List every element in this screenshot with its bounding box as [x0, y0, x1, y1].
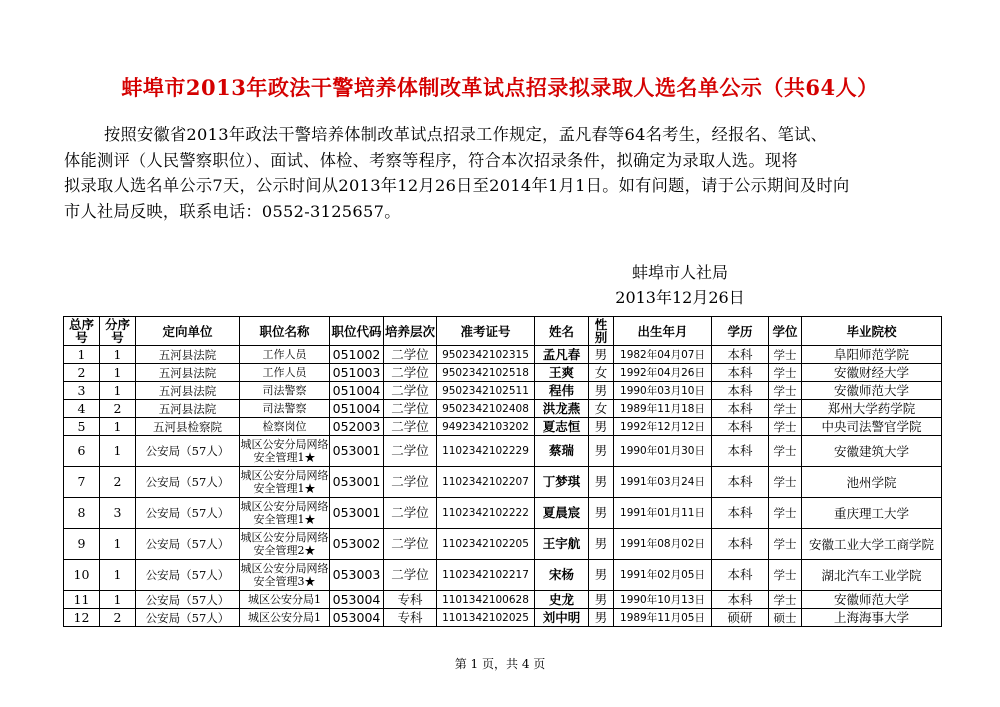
table-row	[64, 382, 942, 400]
column-header: 学历	[712, 317, 769, 346]
cell-school: 安徽工业大学工商学院	[802, 529, 942, 560]
cell-unit: 公安局（57人）	[136, 609, 240, 627]
cell-ticket: 1102342102207	[437, 467, 535, 498]
cell-degree: 学士	[769, 346, 802, 364]
page-footer: 第 1 页，共 4 页	[454, 657, 546, 671]
cell-name: 孟凡春	[535, 346, 589, 364]
cell-code: 051003	[330, 364, 384, 382]
column-header: 定向单位	[136, 317, 240, 346]
cell-sub: 2	[100, 467, 136, 498]
cell-level: 二学位	[384, 418, 437, 436]
page-title: 蚌埠市2013年政法干警培养体制改革试点招录拟录取人选名单公示（共64人）	[121, 75, 879, 100]
cell-unit: 五河县检察院	[136, 418, 240, 436]
cell-edu: 本科	[712, 400, 769, 418]
cell-name: 夏志恒	[535, 418, 589, 436]
cell-sex: 男	[589, 467, 614, 498]
cell-birth: 1991年01月11日	[614, 498, 712, 529]
cell-unit: 公安局（57人）	[136, 498, 240, 529]
cell-ticket: 1101342100628	[437, 591, 535, 609]
table-row	[64, 529, 942, 560]
cell-ticket: 1102342102222	[437, 498, 535, 529]
cell-unit: 五河县法院	[136, 382, 240, 400]
cell-sex: 男	[589, 529, 614, 560]
cell-sex: 女	[589, 364, 614, 382]
cell-birth: 1991年08月02日	[614, 529, 712, 560]
cell-position: 检察岗位	[240, 418, 330, 436]
cell-school: 上海海事大学	[802, 609, 942, 627]
cell-sub: 2	[100, 400, 136, 418]
cell-sex: 男	[589, 498, 614, 529]
cell-name: 史龙	[535, 591, 589, 609]
cell-unit: 公安局（57人）	[136, 467, 240, 498]
cell-name: 刘中明	[535, 609, 589, 627]
cell-no: 6	[64, 436, 100, 467]
cell-position: 城区公安分局网络安全管理3★	[240, 560, 330, 591]
cell-position: 城区公安分局1	[240, 609, 330, 627]
cell-level: 二学位	[384, 382, 437, 400]
cell-edu: 本科	[712, 436, 769, 467]
cell-position: 工作人员	[240, 346, 330, 364]
cell-edu: 本科	[712, 364, 769, 382]
cell-no: 12	[64, 609, 100, 627]
cell-birth: 1992年12月12日	[614, 418, 712, 436]
cell-name: 宋杨	[535, 560, 589, 591]
cell-edu: 本科	[712, 560, 769, 591]
cell-code: 052003	[330, 418, 384, 436]
cell-edu: 硕研	[712, 609, 769, 627]
cell-code: 053001	[330, 467, 384, 498]
cell-degree: 学士	[769, 436, 802, 467]
cell-birth: 1982年04月07日	[614, 346, 712, 364]
cell-edu: 本科	[712, 346, 769, 364]
cell-edu: 本科	[712, 467, 769, 498]
cell-unit: 公安局（57人）	[136, 560, 240, 591]
cell-school: 安徽师范大学	[802, 591, 942, 609]
cell-sex: 男	[589, 560, 614, 591]
cell-sub: 1	[100, 560, 136, 591]
cell-school: 郑州大学药学院	[802, 400, 942, 418]
table-row	[64, 436, 942, 467]
cell-unit: 五河县法院	[136, 346, 240, 364]
table-row	[64, 609, 942, 627]
cell-school: 安徽建筑大学	[802, 436, 942, 467]
signature-date: 2013年12月26日	[615, 288, 745, 307]
cell-level: 二学位	[384, 560, 437, 591]
cell-edu: 本科	[712, 418, 769, 436]
cell-sub: 1	[100, 364, 136, 382]
cell-position: 工作人员	[240, 364, 330, 382]
cell-name: 洪龙燕	[535, 400, 589, 418]
cell-school: 安徽师范大学	[802, 382, 942, 400]
cell-birth: 1989年11月05日	[614, 609, 712, 627]
cell-sex: 男	[589, 382, 614, 400]
cell-school: 重庆理工大学	[802, 498, 942, 529]
cell-position: 城区公安分局网络安全管理1★	[240, 498, 330, 529]
cell-ticket: 9492342103202	[437, 418, 535, 436]
column-header: 学位	[769, 317, 802, 346]
cell-sex: 男	[589, 591, 614, 609]
cell-ticket: 1101342102025	[437, 609, 535, 627]
cell-level: 二学位	[384, 498, 437, 529]
cell-degree: 学士	[769, 382, 802, 400]
cell-unit: 公安局（57人）	[136, 529, 240, 560]
cell-sub: 1	[100, 418, 136, 436]
cell-position: 城区公安分局网络安全管理1★	[240, 436, 330, 467]
column-header: 分序号	[100, 317, 136, 346]
cell-birth: 1989年11月18日	[614, 400, 712, 418]
cell-sex: 男	[589, 436, 614, 467]
cell-no: 1	[64, 346, 100, 364]
cell-no: 11	[64, 591, 100, 609]
cell-school: 湖北汽车工业学院	[802, 560, 942, 591]
cell-no: 7	[64, 467, 100, 498]
column-header: 毕业院校	[802, 317, 942, 346]
cell-school: 安徽财经大学	[802, 364, 942, 382]
cell-position: 司法警察	[240, 382, 330, 400]
cell-sub: 1	[100, 529, 136, 560]
cell-code: 053001	[330, 498, 384, 529]
cell-unit: 五河县法院	[136, 400, 240, 418]
cell-no: 2	[64, 364, 100, 382]
cell-level: 专科	[384, 609, 437, 627]
cell-sub: 1	[100, 591, 136, 609]
cell-sex: 男	[589, 609, 614, 627]
signature-block	[560, 260, 800, 310]
table-row	[64, 400, 942, 418]
cell-edu: 本科	[712, 591, 769, 609]
cell-sub: 1	[100, 436, 136, 467]
cell-code: 051004	[330, 382, 384, 400]
cell-code: 051002	[330, 346, 384, 364]
cell-degree: 学士	[769, 591, 802, 609]
cell-ticket: 9502342102511	[437, 382, 535, 400]
cell-name: 程伟	[535, 382, 589, 400]
cell-position: 城区公安分局网络安全管理1★	[240, 467, 330, 498]
paragraph-line: 市人社局反映，联系电话：0552-3125657。	[64, 201, 401, 221]
cell-ticket: 9502342102315	[437, 346, 535, 364]
candidate-table	[63, 316, 942, 627]
cell-level: 二学位	[384, 364, 437, 382]
cell-edu: 本科	[712, 529, 769, 560]
cell-code: 053001	[330, 436, 384, 467]
cell-sex: 男	[589, 418, 614, 436]
table-row	[64, 467, 942, 498]
cell-name: 丁梦琪	[535, 467, 589, 498]
cell-sex: 女	[589, 400, 614, 418]
cell-name: 王宇航	[535, 529, 589, 560]
cell-edu: 本科	[712, 382, 769, 400]
cell-birth: 1992年04月26日	[614, 364, 712, 382]
cell-sex: 男	[589, 346, 614, 364]
cell-level: 二学位	[384, 436, 437, 467]
cell-code: 051004	[330, 400, 384, 418]
cell-degree: 学士	[769, 400, 802, 418]
table-row	[64, 364, 942, 382]
cell-degree: 学士	[769, 418, 802, 436]
column-header: 职位名称	[240, 317, 330, 346]
table-row	[64, 591, 942, 609]
column-header: 总序号	[64, 317, 100, 346]
cell-no: 10	[64, 560, 100, 591]
cell-sub: 2	[100, 609, 136, 627]
cell-unit: 公安局（57人）	[136, 591, 240, 609]
cell-degree: 学士	[769, 364, 802, 382]
cell-school: 阜阳师范学院	[802, 346, 942, 364]
cell-birth: 1990年03月10日	[614, 382, 712, 400]
cell-ticket: 9502342102408	[437, 400, 535, 418]
cell-edu: 本科	[712, 498, 769, 529]
cell-sub: 1	[100, 382, 136, 400]
cell-birth: 1991年02月05日	[614, 560, 712, 591]
cell-code: 053004	[330, 609, 384, 627]
cell-code: 053004	[330, 591, 384, 609]
announcement-paragraph	[64, 122, 944, 224]
cell-no: 5	[64, 418, 100, 436]
cell-name: 王爽	[535, 364, 589, 382]
cell-position: 司法警察	[240, 400, 330, 418]
cell-level: 二学位	[384, 400, 437, 418]
cell-ticket: 1102342102205	[437, 529, 535, 560]
cell-code: 053002	[330, 529, 384, 560]
cell-no: 3	[64, 382, 100, 400]
paragraph-line: 按照安徽省2013年政法干警培养体制改革试点招录工作规定，孟凡春等64名考生，经报名、笔试、	[104, 125, 828, 144]
cell-degree: 硕士	[769, 609, 802, 627]
cell-birth: 1990年01月30日	[614, 436, 712, 467]
cell-no: 9	[64, 529, 100, 560]
cell-ticket: 1102342102229	[437, 436, 535, 467]
cell-degree: 学士	[769, 560, 802, 591]
paragraph-line: 拟录取人选名单公示7天，公示时间从2013年12月26日至2014年1月1日。如有问题，请于公示期间及时向	[64, 176, 850, 195]
cell-level: 二学位	[384, 467, 437, 498]
cell-level: 二学位	[384, 346, 437, 364]
column-header: 性别	[589, 317, 614, 346]
table-row	[64, 346, 942, 364]
cell-position: 城区公安分局1	[240, 591, 330, 609]
cell-ticket: 9502342102518	[437, 364, 535, 382]
cell-ticket: 1102342102217	[437, 560, 535, 591]
cell-birth: 1991年03月24日	[614, 467, 712, 498]
cell-degree: 学士	[769, 498, 802, 529]
cell-school: 中央司法警官学院	[802, 418, 942, 436]
table-row	[64, 498, 942, 529]
table-row	[64, 560, 942, 591]
cell-school: 池州学院	[802, 467, 942, 498]
cell-no: 4	[64, 400, 100, 418]
table-header-row	[64, 317, 942, 346]
cell-birth: 1990年10月13日	[614, 591, 712, 609]
cell-sub: 3	[100, 498, 136, 529]
paragraph-line: 体能测评（人民警察职位）、面试、体检、考察等程序，符合本次招录条件，拟确定为录取人选。现将	[64, 150, 798, 170]
cell-unit: 公安局（57人）	[136, 436, 240, 467]
cell-no: 8	[64, 498, 100, 529]
cell-level: 二学位	[384, 529, 437, 560]
table-row	[64, 418, 942, 436]
cell-code: 053003	[330, 560, 384, 591]
cell-degree: 学士	[769, 529, 802, 560]
cell-position: 城区公安分局网络安全管理2★	[240, 529, 330, 560]
cell-level: 专科	[384, 591, 437, 609]
column-header: 职位代码	[330, 317, 384, 346]
cell-unit: 五河县法院	[136, 364, 240, 382]
column-header: 姓名	[535, 317, 589, 346]
cell-sub: 1	[100, 346, 136, 364]
signature-org: 蚌埠市人社局	[631, 263, 728, 282]
cell-name: 夏晨宸	[535, 498, 589, 529]
cell-degree: 学士	[769, 467, 802, 498]
cell-name: 蔡瑞	[535, 436, 589, 467]
column-header: 出生年月	[614, 317, 712, 346]
column-header: 培养层次	[384, 317, 437, 346]
column-header: 准考证号	[437, 317, 535, 346]
